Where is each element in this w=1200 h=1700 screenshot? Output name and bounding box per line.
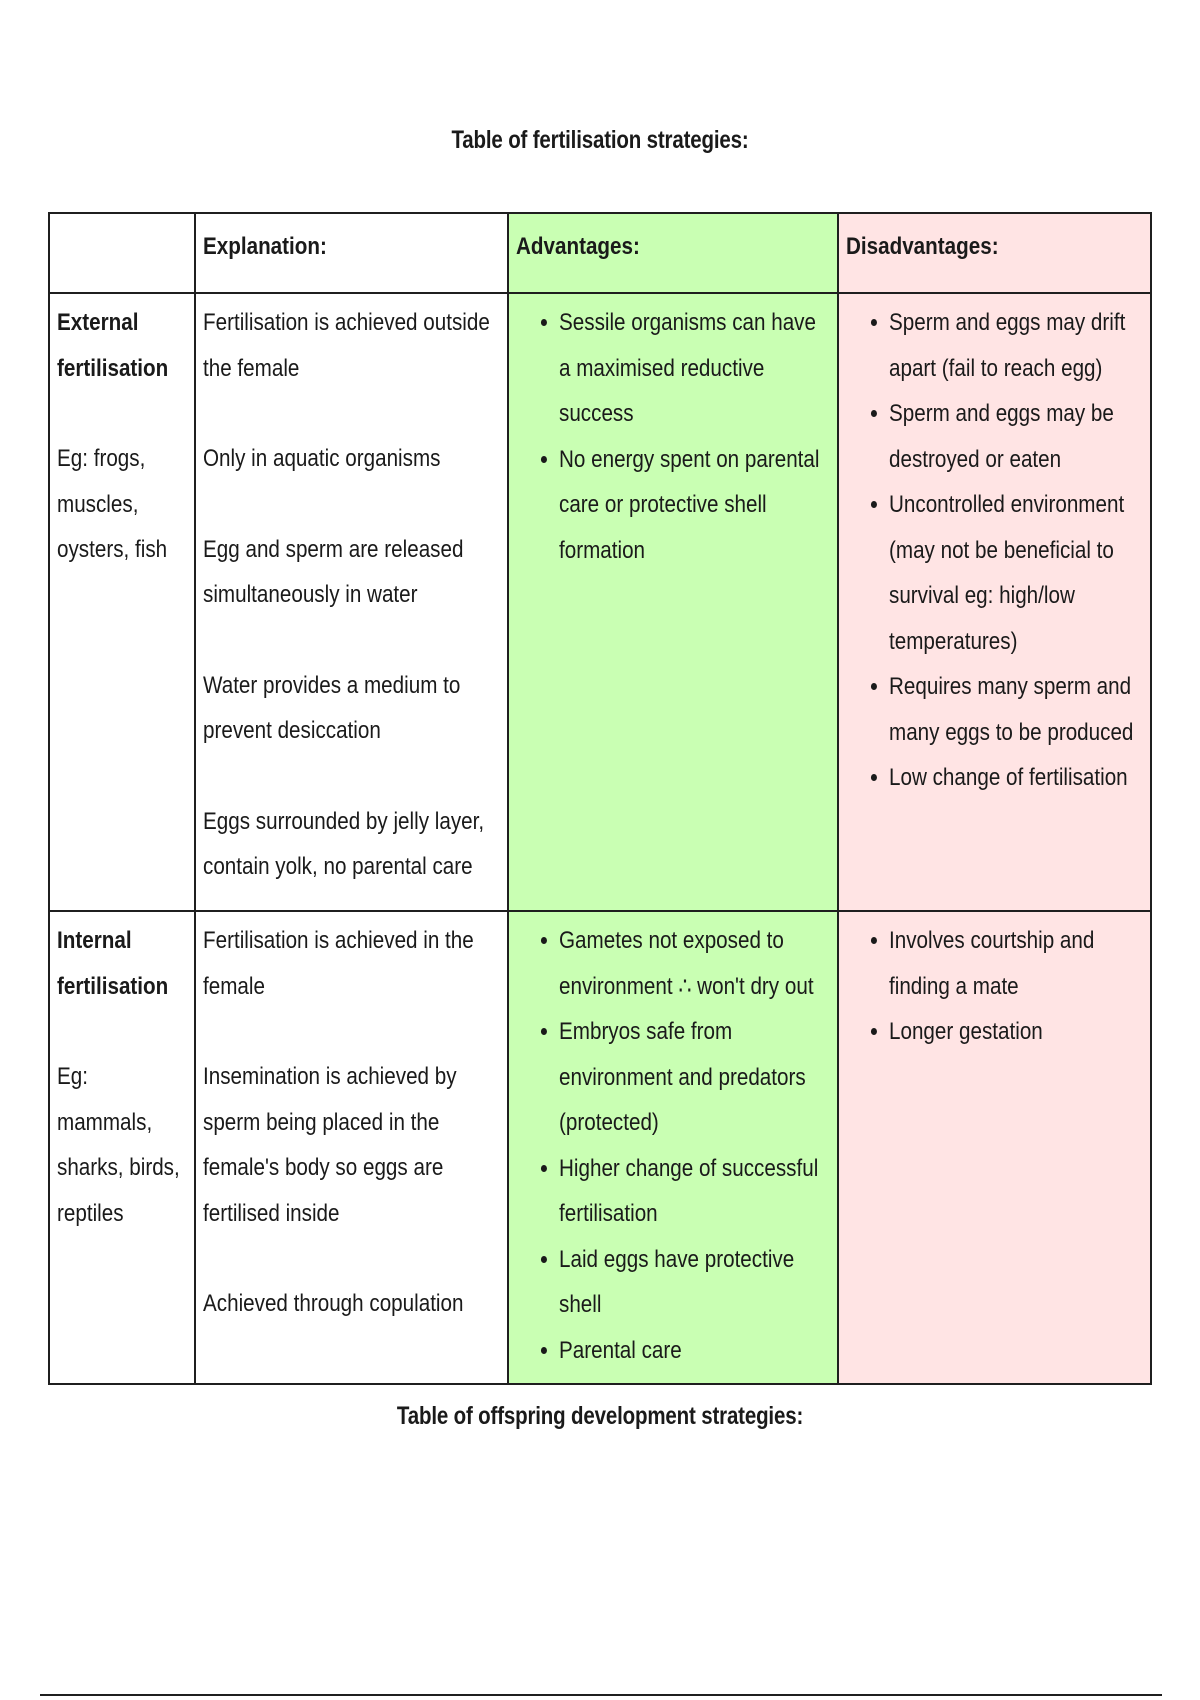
header-explanation: Explanation: [195,213,508,293]
disadvantages-cell-internal [838,911,1151,1384]
list-item: • Sperm and eggs may be destroyed or eaten [889,391,1143,482]
explanation-paragraph: Achieved through copulation [203,1290,464,1317]
row-examples: Eg: mammals, sharks, birds, reptiles [57,1063,180,1227]
list-item: • Laid eggs have protective shell [559,1237,830,1328]
explanation-paragraph: Eggs surrounded by jelly layer, contain yolk, no parental care [203,807,485,880]
explanation-paragraph: Egg and sperm are released simultaneously in water [203,535,464,608]
header-blank [49,213,195,293]
list-item: • Sperm and eggs may drift apart (fail to reach egg) [889,300,1143,391]
list-item: • Involves courtship and finding a mate [889,918,1143,1009]
explanation-paragraph: Fertilisation is achieved in the female [203,927,474,1000]
advantages-list [516,918,830,1373]
header-disadvantages: Disadvantages: [838,213,1151,293]
page-divider [40,1694,1162,1696]
development-table-title: Table of offspring development strategies: [396,1402,804,1430]
list-item: • Uncontrolled environment (may not be beneficial to survival eg: high/low temperatures) [889,482,1143,664]
explanation-cell-external [195,293,508,911]
row-header-internal [49,911,195,1384]
row-examples: Eg: frogs, muscles, oysters, fish [57,445,168,563]
explanation-paragraph: Only in aquatic organisms [203,445,441,472]
fertilisation-table-title: Table of fertilisation strategies: [451,126,749,154]
row-title: External fertilisation [57,309,169,382]
table-row-external [49,293,1151,911]
disadvantages-cell-external [838,293,1151,911]
explanation-paragraph: Fertilisation is achieved outside the female [203,309,490,382]
table-row-internal [49,911,1151,1384]
list-item: • Parental care [559,1328,830,1374]
advantages-list [516,300,830,573]
header-advantages: Advantages: [508,213,838,293]
explanation-cell-internal [195,911,508,1384]
disadvantages-list [846,918,1143,1055]
explanation-paragraph: Water provides a medium to prevent desiccation [203,671,461,744]
list-item: • Gametes not exposed to environment ∴ won't dry out [559,918,830,1009]
table-header-row [49,213,1151,293]
list-item: • Sessile organisms can have a maximised reductive success [559,300,830,437]
row-title: Internal fertilisation [57,927,169,1000]
row-header-external [49,293,195,911]
list-item: • Embryos safe from environment and predators (protected) [559,1009,830,1146]
list-item: • Requires many sperm and many eggs to be produced [889,664,1143,755]
advantages-cell-external [508,293,838,911]
advantages-cell-internal [508,911,838,1384]
list-item: • Higher change of successful fertilisation [559,1146,830,1237]
list-item: • Longer gestation [889,1009,1143,1055]
explanation-paragraph: Insemination is achieved by sperm being placed in the female's body so eggs are fertilised inside [203,1063,457,1227]
list-item: • No energy spent on parental care or protective shell formation [559,437,830,574]
list-item: • Low change of fertilisation [889,755,1143,801]
disadvantages-list [846,300,1143,801]
fertilisation-strategies-table [48,212,1152,1385]
